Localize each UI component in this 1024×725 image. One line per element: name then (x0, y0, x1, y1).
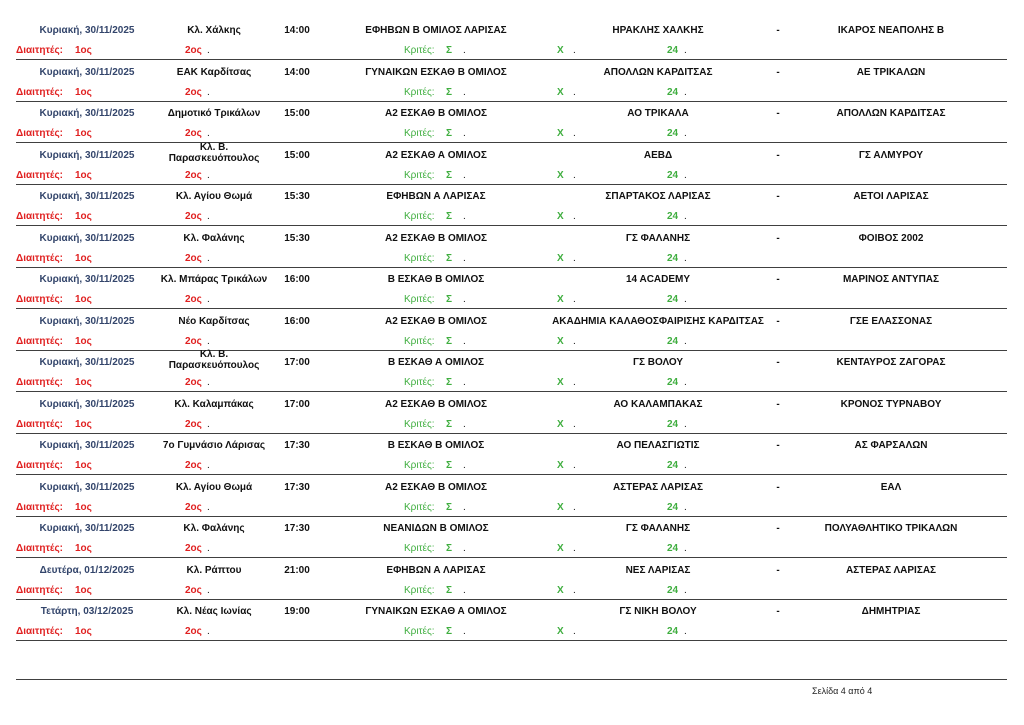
referees-label: Διαιτητές: (16, 460, 63, 471)
shot-clock-label: 24 (667, 335, 679, 347)
scorer-label: Σ (446, 335, 453, 347)
match-venue: Κλ. Χάλκης (187, 25, 241, 36)
match-date: Κυριακή, 30/11/2025 (39, 315, 135, 327)
shot-clock-label: 24 (667, 169, 679, 181)
versus-dash: - (776, 523, 780, 534)
judges-label: Κριτές: (404, 626, 435, 637)
match-date: Κυριακή, 30/11/2025 (39, 108, 135, 119)
match-time: 19:00 (284, 606, 310, 617)
referees-label: Διαιτητές: (16, 128, 63, 139)
second-referee-label: 2ος (185, 45, 202, 56)
timer-value: . (573, 45, 576, 56)
match-competition: Α2 ΕΣΚΑΘ Β ΟΜΙΛΟΣ (384, 315, 488, 327)
shot-clock-value: . (684, 584, 687, 596)
timer-value: . (573, 501, 576, 513)
second-referee-label: 2ος (185, 294, 202, 305)
timer-label: Χ (557, 501, 564, 513)
match-time: 15:30 (284, 232, 310, 244)
versus-dash: - (776, 274, 780, 285)
judges-label: Κριτές: (404, 584, 435, 596)
second-referee-label: 2ος (185, 626, 202, 637)
match-date: Κυριακή, 30/11/2025 (39, 232, 135, 244)
away-team: ΑΕ ΤΡΙΚΑΛΩΝ (856, 66, 926, 78)
referees-label: Διαιτητές: (16, 86, 63, 98)
shot-clock-value: . (684, 626, 687, 637)
scorer-label: Σ (446, 460, 453, 471)
shot-clock-label: 24 (667, 211, 679, 222)
second-referee-label: 2ος (185, 335, 202, 347)
timer-label: Χ (557, 128, 564, 139)
shot-clock-value: . (684, 501, 687, 513)
match-competition: Α2 ΕΣΚΑΘ Β ΟΜΙΛΟΣ (384, 232, 488, 244)
home-team: ΓΣ ΒΟΛΟΥ (632, 357, 684, 368)
home-team: ΑΣΤΕΡΑΣ ΛΑΡΙΣΑΣ (612, 481, 704, 493)
second-referee-label: 2ος (185, 460, 202, 471)
away-team: ΓΣ ΑΛΜΥΡΟΥ (858, 149, 924, 161)
match-venue: 7ο Γυμνάσιο Λάρισας (162, 440, 266, 451)
judges-label: Κριτές: (404, 86, 435, 98)
timer-label: Χ (557, 169, 564, 181)
second-referee-value: . (207, 128, 210, 139)
match-time: 15:30 (284, 191, 310, 202)
timer-label: Χ (557, 460, 564, 471)
page-number: Σελίδα 4 από 4 (812, 686, 873, 696)
judges-label: Κριτές: (404, 377, 435, 388)
home-team: ΑΕΒΔ (643, 149, 673, 161)
second-referee-label: 2ος (185, 418, 202, 430)
match-row (16, 268, 1007, 309)
away-team: ΙΚΑΡΟΣ ΝΕΑΠΟΛΗΣ Β (837, 25, 945, 36)
scorer-value: . (463, 418, 466, 430)
match-time: 15:00 (284, 149, 310, 161)
versus-dash: - (776, 606, 780, 617)
second-referee-value: . (207, 626, 210, 637)
judges-label: Κριτές: (404, 335, 435, 347)
second-referee-value: . (207, 169, 210, 181)
shot-clock-value: . (684, 543, 687, 554)
home-team: ΗΡΑΚΛΗΣ ΧΑΛΚΗΣ (612, 25, 704, 36)
second-referee-value: . (207, 377, 210, 388)
match-venue: Κλ. Αγίου Θωμά (175, 481, 253, 493)
away-team: ΚΡΟΝΟΣ ΤΥΡΝΑΒΟΥ (840, 398, 942, 410)
match-competition: ΕΦΗΒΩΝ Α ΛΑΡΙΣΑΣ (386, 191, 486, 202)
referees-label: Διαιτητές: (16, 584, 63, 596)
first-referee-label: 1ος (75, 169, 92, 181)
scorer-label: Σ (446, 252, 453, 264)
match-competition: ΝΕΑΝΙΔΩΝ Β ΟΜΙΛΟΣ (383, 523, 489, 534)
scorer-label: Σ (446, 543, 453, 554)
away-team: ΚΕΝΤΑΥΡΟΣ ΖΑΓΟΡΑΣ (836, 357, 946, 368)
versus-dash: - (776, 108, 780, 119)
timer-value: . (573, 169, 576, 181)
match-row (16, 393, 1007, 434)
match-row (16, 476, 1007, 517)
match-venue: Δημοτικό Τρικάλων (167, 108, 261, 119)
timer-value: . (573, 86, 576, 98)
match-competition: ΕΦΗΒΩΝ Α ΛΑΡΙΣΑΣ (386, 564, 486, 576)
first-referee-label: 1ος (75, 45, 92, 56)
match-competition: ΓΥΝΑΙΚΩΝ ΕΣΚΑΘ Β ΟΜΙΛΟΣ (365, 66, 507, 78)
away-team: ΠΟΛΥΑΘΛΗΤΙΚΟ ΤΡΙΚΑΛΩΝ (824, 523, 958, 534)
scorer-value: . (463, 45, 466, 56)
home-team: 14 ACADEMY (625, 274, 691, 285)
judges-label: Κριτές: (404, 418, 435, 430)
match-row (16, 600, 1007, 641)
away-team: ΑΣ ΦΑΡΣΑΛΩΝ (854, 440, 928, 451)
shot-clock-label: 24 (667, 626, 679, 637)
match-time: 21:00 (284, 564, 310, 576)
scorer-label: Σ (446, 501, 453, 513)
second-referee-label: 2ος (185, 211, 202, 222)
match-row (16, 102, 1007, 143)
referees-label: Διαιτητές: (16, 335, 63, 347)
timer-label: Χ (557, 584, 564, 596)
match-date: Δευτέρα, 01/12/2025 (39, 564, 135, 576)
match-venue: Κλ. Φαλάνης (183, 523, 245, 534)
timer-label: Χ (557, 211, 564, 222)
first-referee-label: 1ος (75, 252, 92, 264)
second-referee-value: . (207, 460, 210, 471)
home-team: ΑΠΟΛΛΩΝ ΚΑΡΔΙΤΣΑΣ (603, 66, 713, 78)
versus-dash: - (776, 25, 780, 36)
timer-label: Χ (557, 86, 564, 98)
match-venue: Κλ. Μπάρας Τρικάλων (160, 274, 268, 285)
match-date: Κυριακή, 30/11/2025 (39, 357, 135, 368)
match-row (16, 185, 1007, 226)
timer-value: . (573, 418, 576, 430)
shot-clock-value: . (684, 169, 687, 181)
timer-label: Χ (557, 543, 564, 554)
referees-label: Διαιτητές: (16, 45, 63, 56)
match-venue: Κλ. Καλαμπάκας (174, 398, 254, 410)
first-referee-label: 1ος (75, 86, 92, 98)
scorer-value: . (463, 294, 466, 305)
match-venue: Κλ. Ράπτου (186, 564, 242, 576)
match-row (16, 141, 1007, 185)
second-referee-label: 2ος (185, 501, 202, 513)
match-venue: Κλ. Αγίου Θωμά (175, 191, 253, 202)
match-time: 16:00 (284, 274, 310, 285)
match-competition: Β ΕΣΚΑΘ Β ΟΜΙΛΟΣ (387, 274, 485, 285)
match-competition: ΓΥΝΑΙΚΩΝ ΕΣΚΑΘ Α ΟΜΙΛΟΣ (365, 606, 507, 617)
first-referee-label: 1ος (75, 460, 92, 471)
timer-value: . (573, 460, 576, 471)
scorer-value: . (463, 584, 466, 596)
timer-value: . (573, 626, 576, 637)
referees-label: Διαιτητές: (16, 501, 63, 513)
match-time: 16:00 (284, 315, 310, 327)
shot-clock-value: . (684, 294, 687, 305)
timer-label: Χ (557, 294, 564, 305)
away-team: ΜΑΡΙΝΟΣ ΑΝΤΥΠΑΣ (842, 274, 940, 285)
second-referee-label: 2ος (185, 169, 202, 181)
match-row (16, 19, 1007, 60)
match-row (16, 61, 1007, 102)
match-row (16, 559, 1007, 600)
second-referee-value: . (207, 335, 210, 347)
match-time: 14:00 (284, 66, 310, 78)
match-date: Κυριακή, 30/11/2025 (39, 523, 135, 534)
scorer-label: Σ (446, 211, 453, 222)
match-date: Κυριακή, 30/11/2025 (39, 149, 135, 161)
judges-label: Κριτές: (404, 294, 435, 305)
home-team: ΑΟ ΠΕΛΑΣΓΙΩΤΙΣ (616, 440, 700, 451)
second-referee-value: . (207, 543, 210, 554)
timer-value: . (573, 335, 576, 347)
footer-divider (16, 679, 1007, 680)
match-date: Κυριακή, 30/11/2025 (39, 481, 135, 493)
match-date: Κυριακή, 30/11/2025 (39, 398, 135, 410)
shot-clock-value: . (684, 86, 687, 98)
scorer-label: Σ (446, 418, 453, 430)
versus-dash: - (776, 398, 780, 410)
referees-label: Διαιτητές: (16, 169, 63, 181)
away-team: ΓΣΕ ΕΛΑΣΣΟΝΑΣ (849, 315, 933, 327)
shot-clock-label: 24 (667, 128, 679, 139)
home-team: ΓΣ ΦΑΛΑΝΗΣ (625, 232, 691, 244)
scorer-label: Σ (446, 584, 453, 596)
match-venue: Νέο Καρδίτσας (178, 315, 250, 327)
match-date: Τετάρτη, 03/12/2025 (40, 606, 134, 617)
second-referee-value: . (207, 294, 210, 305)
versus-dash: - (776, 315, 780, 327)
timer-label: Χ (557, 626, 564, 637)
first-referee-label: 1ος (75, 377, 92, 388)
judges-label: Κριτές: (404, 128, 435, 139)
first-referee-label: 1ος (75, 626, 92, 637)
match-venue: Κλ. Νέας Ιωνίας (176, 606, 252, 617)
second-referee-label: 2ος (185, 377, 202, 388)
match-time: 17:30 (284, 523, 310, 534)
shot-clock-label: 24 (667, 377, 679, 388)
match-competition: ΕΦΗΒΩΝ Β ΟΜΙΛΟΣ ΛΑΡΙΣΑΣ (365, 25, 507, 36)
versus-dash: - (776, 232, 780, 244)
match-time: 17:00 (284, 357, 310, 368)
second-referee-value: . (207, 418, 210, 430)
timer-value: . (573, 543, 576, 554)
match-date: Κυριακή, 30/11/2025 (39, 274, 135, 285)
shot-clock-label: 24 (667, 418, 679, 430)
scorer-value: . (463, 377, 466, 388)
match-row (16, 351, 1007, 392)
scorer-value: . (463, 128, 466, 139)
versus-dash: - (776, 149, 780, 161)
second-referee-label: 2ος (185, 128, 202, 139)
shot-clock-value: . (684, 128, 687, 139)
match-venue: Κλ. Φαλάνης (183, 232, 245, 244)
versus-dash: - (776, 357, 780, 368)
versus-dash: - (776, 191, 780, 202)
shot-clock-value: . (684, 418, 687, 430)
scorer-value: . (463, 169, 466, 181)
referees-label: Διαιτητές: (16, 626, 63, 637)
timer-value: . (573, 377, 576, 388)
shot-clock-label: 24 (667, 501, 679, 513)
timer-label: Χ (557, 418, 564, 430)
scorer-value: . (463, 460, 466, 471)
scorer-value: . (463, 86, 466, 98)
match-venue: ΕΑΚ Καρδίτσας (176, 66, 252, 78)
scorer-value: . (463, 211, 466, 222)
first-referee-label: 1ος (75, 128, 92, 139)
judges-label: Κριτές: (404, 211, 435, 222)
shot-clock-value: . (684, 45, 687, 56)
home-team: ΓΣ ΦΑΛΑΝΗΣ (625, 523, 691, 534)
shot-clock-label: 24 (667, 252, 679, 264)
versus-dash: - (776, 440, 780, 451)
first-referee-label: 1ος (75, 501, 92, 513)
match-time: 17:30 (284, 440, 310, 451)
match-competition: Α2 ΕΣΚΑΘ Β ΟΜΙΛΟΣ (384, 481, 488, 493)
home-team: ΑΟ ΤΡΙΚΑΛΑ (627, 108, 689, 119)
home-team: ΑΚΑΔΗΜΙΑ ΚΑΛΑΘΟΣΦΑΙΡΙΣΗΣ ΚΑΡΔΙΤΣΑΣ (552, 315, 764, 327)
match-row (16, 310, 1007, 351)
match-date: Κυριακή, 30/11/2025 (39, 25, 135, 36)
home-team: ΝΕΣ ΛΑΡΙΣΑΣ (625, 564, 691, 576)
home-team: ΑΟ ΚΑΛΑΜΠΑΚΑΣ (613, 398, 703, 410)
scorer-label: Σ (446, 45, 453, 56)
shot-clock-value: . (684, 460, 687, 471)
timer-value: . (573, 128, 576, 139)
second-referee-label: 2ος (185, 584, 202, 596)
referees-label: Διαιτητές: (16, 377, 63, 388)
match-row (16, 227, 1007, 268)
second-referee-value: . (207, 45, 210, 56)
match-time: 15:00 (284, 108, 310, 119)
scorer-value: . (463, 543, 466, 554)
scorer-label: Σ (446, 128, 453, 139)
second-referee-value: . (207, 252, 210, 264)
timer-value: . (573, 211, 576, 222)
match-date: Κυριακή, 30/11/2025 (39, 440, 135, 451)
second-referee-label: 2ος (185, 86, 202, 98)
away-team: ΔΗΜΗΤΡΙΑΣ (861, 606, 921, 617)
match-competition: Β ΕΣΚΑΘ Β ΟΜΙΛΟΣ (387, 440, 485, 451)
second-referee-label: 2ος (185, 543, 202, 554)
scorer-value: . (463, 626, 466, 637)
timer-value: . (573, 252, 576, 264)
match-time: 14:00 (284, 25, 310, 36)
second-referee-value: . (207, 501, 210, 513)
shot-clock-label: 24 (667, 294, 679, 305)
second-referee-value: . (207, 584, 210, 596)
scorer-label: Σ (446, 169, 453, 181)
judges-label: Κριτές: (404, 501, 435, 513)
shot-clock-value: . (684, 211, 687, 222)
match-row (16, 434, 1007, 475)
scorer-label: Σ (446, 626, 453, 637)
shot-clock-label: 24 (667, 543, 679, 554)
match-venue: Κλ. Β. Παρασκευόπουλος (168, 141, 260, 164)
first-referee-label: 1ος (75, 418, 92, 430)
shot-clock-label: 24 (667, 460, 679, 471)
match-competition: Β ΕΣΚΑΘ Α ΟΜΙΛΟΣ (387, 357, 485, 368)
shot-clock-value: . (684, 252, 687, 264)
match-date: Κυριακή, 30/11/2025 (39, 191, 135, 202)
home-team: ΣΠΑΡΤΑΚΟΣ ΛΑΡΙΣΑΣ (605, 191, 711, 202)
match-date: Κυριακή, 30/11/2025 (39, 66, 135, 78)
judges-label: Κριτές: (404, 543, 435, 554)
referees-label: Διαιτητές: (16, 294, 63, 305)
first-referee-label: 1ος (75, 211, 92, 222)
match-row (16, 517, 1007, 558)
scorer-label: Σ (446, 86, 453, 98)
match-time: 17:30 (284, 481, 310, 493)
timer-label: Χ (557, 377, 564, 388)
timer-label: Χ (557, 45, 564, 56)
referees-label: Διαιτητές: (16, 418, 63, 430)
match-competition: Α2 ΕΣΚΑΘ Β ΟΜΙΛΟΣ (384, 108, 488, 119)
timer-label: Χ (557, 252, 564, 264)
first-referee-label: 1ος (75, 584, 92, 596)
shot-clock-label: 24 (667, 45, 679, 56)
away-team: ΦΟΙΒΟΣ 2002 (858, 232, 924, 244)
scorer-label: Σ (446, 377, 453, 388)
versus-dash: - (776, 66, 780, 78)
away-team: ΑΠΟΛΛΩΝ ΚΑΡΔΙΤΣΑΣ (836, 108, 946, 119)
timer-label: Χ (557, 335, 564, 347)
shot-clock-value: . (684, 377, 687, 388)
away-team: ΑΣΤΕΡΑΣ ΛΑΡΙΣΑΣ (845, 564, 937, 576)
scorer-label: Σ (446, 294, 453, 305)
versus-dash: - (776, 481, 780, 493)
referees-label: Διαιτητές: (16, 543, 63, 554)
judges-label: Κριτές: (404, 460, 435, 471)
judges-label: Κριτές: (404, 169, 435, 181)
shot-clock-value: . (684, 335, 687, 347)
versus-dash: - (776, 564, 780, 576)
shot-clock-label: 24 (667, 86, 679, 98)
match-competition: Α2 ΕΣΚΑΘ Β ΟΜΙΛΟΣ (384, 398, 488, 410)
scorer-value: . (463, 252, 466, 264)
judges-label: Κριτές: (404, 252, 435, 264)
referees-label: Διαιτητές: (16, 211, 63, 222)
away-team: ΕΑΛ (880, 481, 902, 493)
timer-value: . (573, 584, 576, 596)
referees-label: Διαιτητές: (16, 252, 63, 264)
match-competition: Α2 ΕΣΚΑΘ Α ΟΜΙΛΟΣ (385, 149, 487, 161)
timer-value: . (573, 294, 576, 305)
second-referee-value: . (207, 86, 210, 98)
second-referee-label: 2ος (185, 252, 202, 264)
scorer-value: . (463, 335, 466, 347)
match-venue: Κλ. Β. Παρασκευόπουλος (168, 349, 260, 371)
row-divider (16, 640, 1007, 641)
first-referee-label: 1ος (75, 543, 92, 554)
away-team: ΑΕΤΟΙ ΛΑΡΙΣΑΣ (853, 191, 929, 202)
first-referee-label: 1ος (75, 294, 92, 305)
home-team: ΓΣ ΝΙΚΗ ΒΟΛΟΥ (619, 606, 697, 617)
judges-label: Κριτές: (404, 45, 435, 56)
scorer-value: . (463, 501, 466, 513)
second-referee-value: . (207, 211, 210, 222)
match-time: 17:00 (284, 398, 310, 410)
shot-clock-label: 24 (667, 584, 679, 596)
first-referee-label: 1ος (75, 335, 92, 347)
